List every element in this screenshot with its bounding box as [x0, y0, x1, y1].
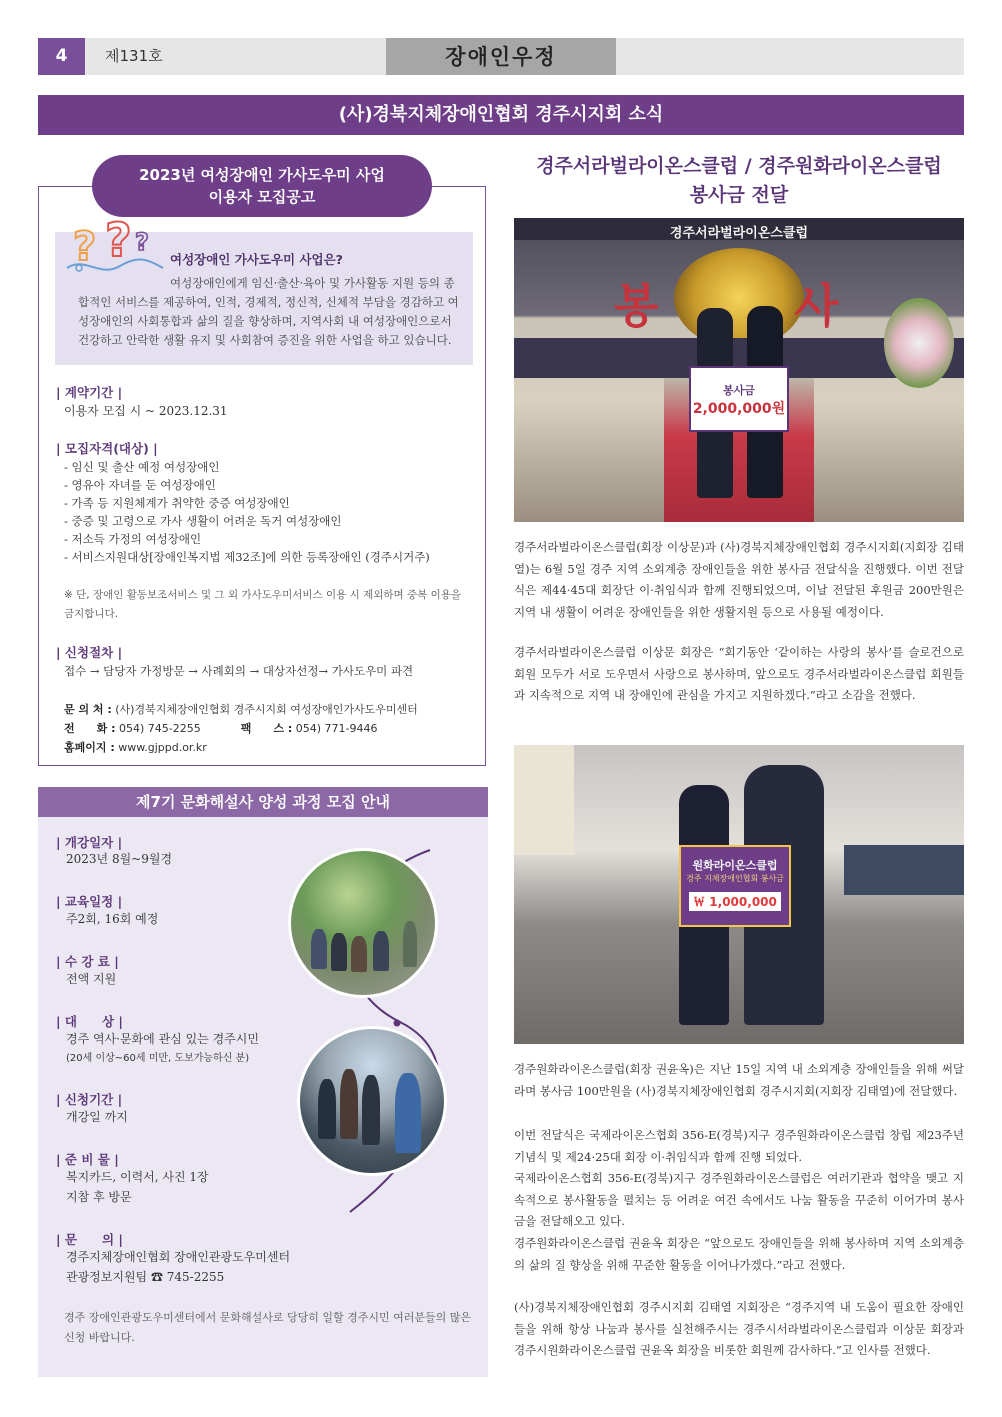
recruit-note: ※ 단, 장애인 활동보조서비스 및 그 외 가사도우미서비스 이용 시 제외하며 중복 이용을 금지합니다.	[64, 589, 462, 620]
donation-photo-2	[514, 745, 964, 1044]
contact-org-label: 문 의 처 :	[64, 703, 112, 716]
article-title-line2: 봉사금 전달	[689, 184, 789, 206]
list-item: - 가족 등 지원체계가 취약한 중증 여성장애인	[64, 496, 290, 510]
procedure-label: | 신청절차 |	[56, 645, 123, 660]
culture-label-1: | 교육일정 |	[56, 894, 123, 909]
contact-org: (사)경북지체장애인협회 경주시지회 여성장애인가사도우미센터	[115, 703, 418, 716]
culture-sub-3: (20세 이상~60세 미만, 도보가능하신 분)	[66, 1053, 250, 1064]
svg-text:?: ?	[105, 216, 132, 267]
photo1-big-right: 사	[794, 279, 839, 333]
donation-board-2	[679, 845, 791, 927]
board2-amount: ￦ 1,000,000	[689, 892, 781, 911]
brand-logo: 장애인우정	[386, 38, 616, 75]
donation-board-1	[689, 366, 789, 432]
contact-fax: 054) 771-9446	[295, 722, 378, 735]
contact-web-link[interactable]: www.gjppd.or.kr	[118, 741, 207, 754]
article-paragraph-6: 경주원화라이온스클럽 권윤옥 회장은 “앞으로도 장애인들을 위해 봉사하며 지역 소외계층의 삶의 질 향상을 위해 꾸준한 활동을 이어나가겠다.”라고 전했다.	[514, 1236, 964, 1272]
culture-value-2: 전액 지원	[66, 972, 117, 986]
list-item: - 중증 및 고령으로 가사 생활이 어려운 독거 여성장애인	[64, 514, 342, 528]
culture-value2-5: 지참 후 방문	[66, 1190, 132, 1204]
recruit-title-line2: 이용자 모집공고	[208, 188, 316, 206]
board1-title: 봉사금	[723, 384, 755, 397]
page-number: 4	[38, 38, 85, 75]
article-paragraph-5: 국제라이온스협회 356-E(경북)지구 경주원화라이온스클럽은 여러기관과 협약을 맺고 지속적으로 봉사활동을 펼치는 등 어려운 여건 속에서도 나눔 활동을 꾸준히 이어가며 봉사금을 전달해오고 있다.	[514, 1171, 964, 1228]
article-paragraph-4: 이번 전달식은 국제라이온스협회 356-E(경북)지구 경주원화라이온스클럽 창립 제23주년 기념식 및 제24·25대 회장 이·취임식과 함께 진행 되었다.	[514, 1128, 964, 1164]
culture-value-3: 경주 역사·문화에 관심 있는 경주시민	[66, 1032, 259, 1046]
article-paragraph-7: (사)경북지체장애인협회 경주시지회 김태열 지회장은 “경주지역 내 도움이 필요한 장애인들을 위해 항상 나눔과 봉사를 실천해주시는 경주시서라벌라이온스클럽과 이상문 회장과 경주시원화라이온스클럽 권윤옥 회장을 비롯한 회원께 감사하다.”고 인사를 전했다.	[514, 1300, 964, 1357]
lions-emblem-icon	[674, 248, 804, 348]
contact-tel-label: 전 화 :	[64, 722, 116, 735]
list-item: - 영유아 자녀를 둔 여성장애인	[64, 478, 216, 492]
tour-photo-2	[297, 1026, 447, 1176]
procedure-value: 접수 → 담당자 가정방문 → 사례회의 → 대상자선정→ 가사도우미 파견	[64, 664, 414, 678]
culture-title: 제7기 문화해설사 양성 과정 모집 안내	[38, 787, 488, 817]
photo1-banner: 경주서라벌라이온스클럽	[669, 226, 809, 241]
culture-value-6: 경주지체장애인협회 장애인관광도우미센터	[66, 1250, 291, 1264]
svg-text:?: ?	[73, 224, 97, 270]
contact-fax-label: 팩 스 :	[240, 722, 293, 735]
period-value: 이용자 모집 시 ~ 2023.12.31	[64, 404, 228, 418]
culture-value-0: 2023년 8월~9월경	[66, 852, 173, 866]
culture-label-5: | 준 비 물 |	[56, 1152, 119, 1167]
culture-value-1: 주2회, 16회 예정	[66, 912, 159, 926]
recruit-title	[92, 155, 432, 217]
contact-tel: 054) 745-2255	[118, 722, 201, 735]
culture-footer: 경주 장애인관광도우미센터에서 문화해설사로 당당히 일할 경주시민 여러분들의 많은 신청 바랍니다.	[64, 1311, 472, 1344]
list-item: - 서비스지원대상[장애인복지법 제32조]에 의한 등록장애인 (경주시거주)	[64, 550, 430, 564]
culture-value-4: 개강일 까지	[66, 1110, 128, 1124]
intro-question: 여성장애인 가사도우미 사업은?	[170, 252, 343, 267]
article-paragraph-1: 경주서라벌라이온스클럽(회장 이상문)과 (사)경북지체장애인협회 경주시지회(지회장 김태열)는 6월 5일 경주 지역 소외계층 장애인들을 위한 봉사금 전달식을 진행했다. 이번 전달식은 제44·45대 회장단 이·취임식과 함께 진행되었으며, 이날 전달된 후원금 200만원은 지역 내 생활이 어려운 장애인들을 위한 생활지원 등으로 사용될 예정이다.	[514, 540, 964, 619]
flower-wreath	[884, 298, 954, 388]
culture-label-6: | 문 의 |	[56, 1232, 123, 1247]
culture-value2-6: 관광정보지원팀 ☎ 745-2255	[66, 1270, 225, 1284]
culture-label-4: | 신청기간 |	[56, 1092, 123, 1107]
donation-photo-1	[514, 218, 964, 522]
list-item: - 저소득 가정의 여성장애인	[64, 532, 202, 546]
article-paragraph-3: 경주원화라이온스클럽(회장 권윤옥)은 지난 15일 지역 내 소외계층 장애인들을 위해 써달라며 봉사금 100만원을 (사)경북지체장애인협회 경주시지회(지회장 김태열)에 전달했다.	[514, 1062, 964, 1098]
section-title: (사)경북지체장애인협회 경주시지회 소식	[38, 95, 964, 135]
culture-label-2: | 수 강 료 |	[56, 954, 119, 969]
board2-sub: 경주 지체장애인협회 봉사금	[686, 874, 784, 883]
list-item: - 임신 및 출산 예정 여성장애인	[64, 460, 220, 474]
article-title-line1: 경주서라벌라이온스클럽 / 경주원화라이온스클럽	[536, 155, 942, 177]
recruit-title-line1: 2023년 여성장애인 가사도우미 사업	[139, 166, 385, 184]
contact-web-label: 홈페이지 :	[64, 741, 115, 754]
qualification-list	[64, 458, 430, 566]
board2-club: 원화라이온스클럽	[692, 859, 778, 872]
question-mark-icon	[65, 216, 165, 276]
culture-label-0: | 개강일자 |	[56, 835, 123, 850]
article-paragraph-2: 경주서라벌라이온스클럽 이상문 회장은 “회기동안 ‘같이하는 사랑의 봉사’를 슬로건으로 회원 모두가 서로 도우면서 사랑으로 봉사하며, 앞으로도 경주서라벌라이온스클럽 회원들과 지속적으로 지역 내 장애인에 관심을 가지고 지원하겠다.”라고 소감을 전했다.	[514, 645, 964, 702]
culture-label-3: | 대 상 |	[56, 1014, 123, 1029]
article-title	[514, 152, 964, 210]
tour-photo-1	[288, 848, 438, 998]
issue-number: 제131호	[105, 47, 163, 65]
contact-info	[64, 700, 418, 757]
svg-text:?: ?	[135, 228, 149, 256]
intro-text: 여성장애인에게 임신·출산·육아 및 가사활동 지원 등의 종합적인 서비스를 제공하여, 인적, 경제적, 정신적, 신체적 부담을 경감하고 여성장애인의 사회통합과 삶의 질을 향상하며, 지역사회 내 여성장애인으로서 건강하고 안락한 생활 유지 및 사회참여 증진을 위한 사업을 하고 있습니다.	[78, 276, 459, 347]
period-label: | 계약기간 |	[56, 385, 123, 400]
qualification-label: | 모집자격(대상) |	[56, 441, 158, 456]
culture-value-5: 복지카드, 이력서, 사진 1장	[66, 1170, 209, 1184]
board1-amount: 2,000,000원	[692, 401, 786, 417]
photo1-big-left: 봉	[614, 279, 659, 333]
